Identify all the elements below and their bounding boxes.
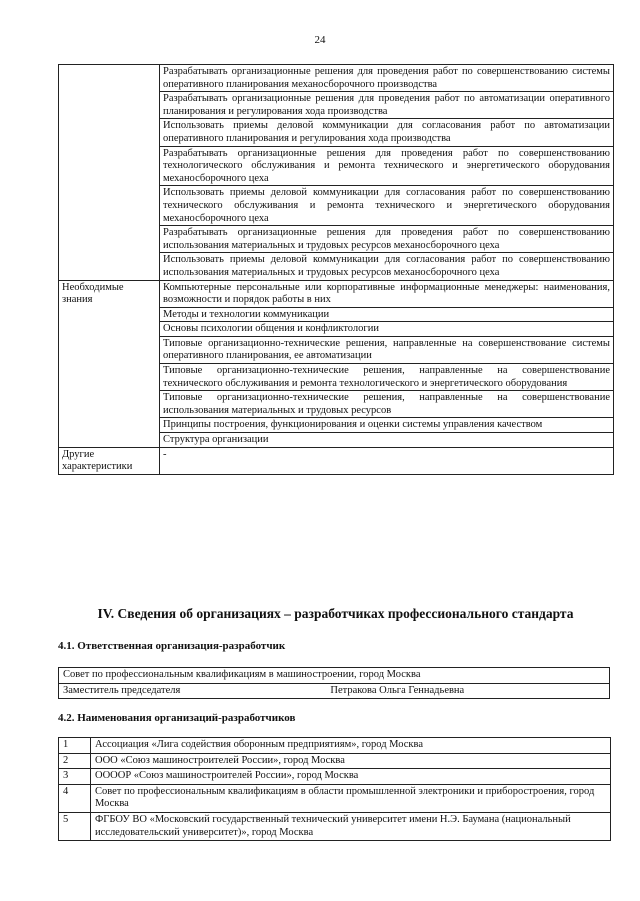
- table-cell: Разрабатывать организационные решения для проведения работ по автоматизации оперативного планирования и регулирования хода производства: [160, 92, 614, 119]
- table-row: [59, 65, 614, 92]
- row-number: 3: [59, 769, 91, 785]
- organization-name: ООООР «Союз машиностроителей России», город Москва: [91, 769, 611, 785]
- row-number: 4: [59, 784, 91, 812]
- organization-name: Ассоциация «Лига содействия оборонным предприятиям», город Москва: [91, 738, 611, 754]
- page-number: 24: [314, 34, 326, 46]
- table-cell: Использовать приемы деловой коммуникации для согласования работ по автоматизации оперативного планирования и регулирования хода производства: [160, 119, 614, 146]
- table-cell: Использовать приемы деловой коммуникации для согласования работ по совершенствованию технического обслуживания и ремонта технического и энергетического оборудования механосборочного цеха: [160, 186, 614, 226]
- responsible-heading: 4.1. Ответственная организация-разработчик: [58, 640, 286, 652]
- responsible-person: Петракова Ольга Геннадьевна: [330, 684, 465, 696]
- table-cell: Принципы построения, функционирования и оценки системы управления качеством: [160, 418, 614, 433]
- table-cell: Разрабатывать организационные решения для проведения работ по совершенствованию технологического обслуживания и ремонта технического и энергетического оборудования механосборочного цеха: [160, 146, 614, 186]
- table-cell: Типовые организационно-технические решения, направленные на совершенствование системы оперативного планирования, ее автоматизации: [160, 336, 614, 363]
- organization-name: ФГБОУ ВО «Московский государственный технический университет имени Н.Э. Баумана (национальный исследовательский университет)», город Москва: [91, 812, 611, 840]
- table-row: [59, 280, 614, 307]
- row-label: Необходимые знания: [59, 280, 160, 447]
- table-row: [59, 812, 611, 840]
- row-label: Другие характеристики: [59, 447, 160, 474]
- table-row: [59, 683, 610, 699]
- section-title: IV. Сведения об организациях – разработчиках профессионального стандарта: [97, 606, 574, 621]
- table-cell: Структура организации: [160, 433, 614, 448]
- table-cell: Типовые организационно-технические решения, направленные на совершенствование использования материальных и трудовых ресурсов: [160, 391, 614, 418]
- developers-heading: 4.2. Наименования организаций-разработчиков: [58, 712, 296, 724]
- row-label: [59, 65, 160, 281]
- row-number: 5: [59, 812, 91, 840]
- table-cell: Разрабатывать организационные решения для проведения работ по совершенствованию системы оперативного планирования механосборочного производства: [160, 65, 614, 92]
- responsible-org-table: [58, 667, 610, 699]
- table-cell: Типовые организационно-технические решения, направленные на совершенствование технического обслуживания и ремонта технологического и энергетического оборудования: [160, 364, 614, 391]
- table-cell: Разрабатывать организационные решения для проведения работ по совершенствованию использования материальных и трудовых ресурсов механосборочного цеха: [160, 226, 614, 253]
- table-row: [59, 447, 614, 474]
- table-cell: Основы психологии общения и конфликтологии: [160, 322, 614, 337]
- table-row: [59, 738, 611, 754]
- responsible-position: Заместитель председателя: [63, 684, 181, 696]
- organization-name: Совет по профессиональным квалификациям в области промышленной электроники и приборостроения, город Москва: [91, 784, 611, 812]
- row-number: 2: [59, 753, 91, 769]
- responsible-organization: Совет по профессиональным квалификациям в машиностроении, город Москва: [59, 668, 610, 684]
- developer-orgs-table: [58, 737, 611, 841]
- table-row: [59, 769, 611, 785]
- organization-name: ООО «Союз машиностроителей России», город Москва: [91, 753, 611, 769]
- table-cell: -: [160, 447, 614, 474]
- table-row: [59, 753, 611, 769]
- table-cell: Использовать приемы деловой коммуникации для согласования работ по совершенствованию использования материальных и трудовых ресурсов механосборочного цеха: [160, 253, 614, 280]
- table-row: [59, 784, 611, 812]
- table-cell: Методы и технологии коммуникации: [160, 307, 614, 322]
- table-row: [59, 668, 610, 684]
- skills-knowledge-table: [58, 64, 614, 475]
- table-cell: Компьютерные персональные или корпоративные информационные менеджеры: наименования, возможности и порядок работы в них: [160, 280, 614, 307]
- row-number: 1: [59, 738, 91, 754]
- responsible-signatory: [59, 683, 610, 699]
